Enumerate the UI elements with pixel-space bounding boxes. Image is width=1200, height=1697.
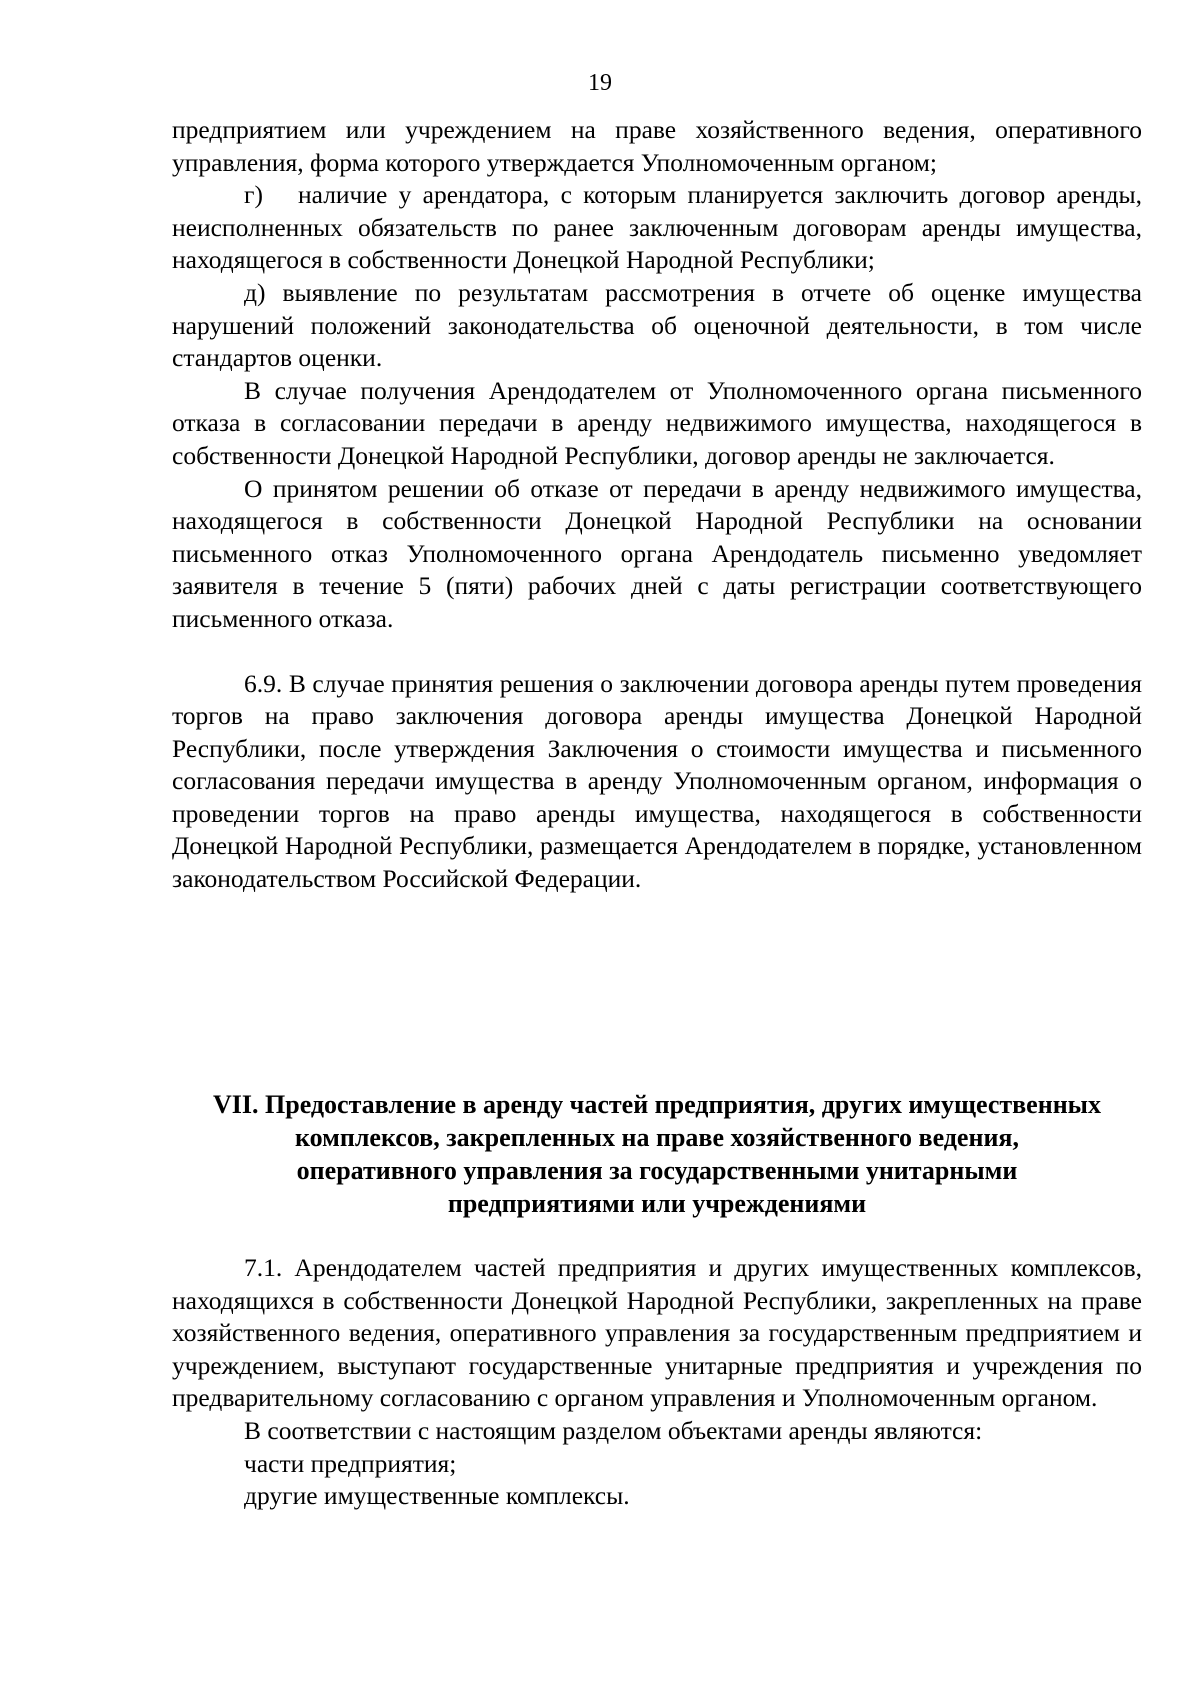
section-heading-line-1: VII. Предоставление в аренду частей предприятия, других имущественных	[213, 1090, 1101, 1119]
heading-gap	[172, 1220, 1142, 1252]
paragraph-item-g	[172, 179, 1142, 277]
paragraph-continuation: предприятием или учреждением на праве хозяйственного ведения, оперативного управления, форма которого утверждается Уполномоченным органом;	[172, 115, 1142, 177]
paragraph-6-9: 6.9. В случае принятия решения о заключении договора аренды путем проведения торгов на право заключения договора аренды имущества Донецкой Народной Республики, после утверждения Заключения о стоимости имущества и письменного согласования передачи имущества в аренду Уполномоченным органом, информация о проведении торгов на право аренды имущества, находящегося в собственности Донецкой Народной Республики, размещается Арендодателем в порядке, установленном законодательством Российской Федерации.	[172, 668, 1142, 894]
paragraph-gap	[172, 636, 1142, 668]
section-heading-line-3: оперативного управления за государственными унитарными	[296, 1156, 1018, 1185]
paragraph-refusal-case: В случае получения Арендодателем от Уполномоченного органа письменного отказа в согласовании передачи в аренду недвижимого имущества, находящегося в собственности Донецкой Народной Республики, договор аренды не заключается.	[172, 375, 1142, 470]
list-item-enterprise-parts: части предприятия;	[244, 1448, 457, 1478]
paragraph-7-1: 7.1. Арендодателем частей предприятия и других имущественных комплексов, находящихся в собственности Донецкой Народной Республики, закрепленных на праве хозяйственного ведения, оперативного управления за государственным предприятием и учреждением, выступают государственные унитарные предприятия и учреждения по предварительному согласованию с органом управления и Уполномоченным органом.	[172, 1253, 1142, 1413]
item-marker-g: г)	[244, 180, 263, 210]
section-heading-line-2: комплексов, закрепленных на праве хозяйственного ведения,	[294, 1123, 1019, 1152]
section-vii	[172, 1088, 1142, 1513]
item-g-text: наличие у арендатора, с которым планируется заключить договор аренды, неисполненных обязательств по ранее заключенным договорам аренды имущества, находящегося в собственности Донецкой Народной Республики;	[172, 180, 1142, 275]
section-heading-line-4: предприятиями или учреждениями	[447, 1189, 867, 1218]
paragraph-item-d: д) выявление по результатам рассмотрения в отчете об оценке имущества нарушений положений законодательства об оценочной деятельности, в том числе стандартов оценки.	[172, 277, 1142, 373]
paragraph-refusal-notice: О принятом решении об отказе от передачи в аренду недвижимого имущества, находящегося в собственности Донецкой Народной Республики на основании письменного отказ Уполномоченного органа Арендодатель письменно уведомляет заявителя в течение 5 (пяти) рабочих дней с даты регистрации соответствующего письменного отказа.	[172, 473, 1142, 633]
document-body-upper	[172, 114, 1142, 896]
page-number: 19	[588, 70, 612, 96]
list-item-property-complexes: другие имущественные комплексы.	[244, 1481, 630, 1511]
paragraph-lease-objects: В соответствии с настоящим разделом объектами аренды являются:	[244, 1415, 983, 1445]
